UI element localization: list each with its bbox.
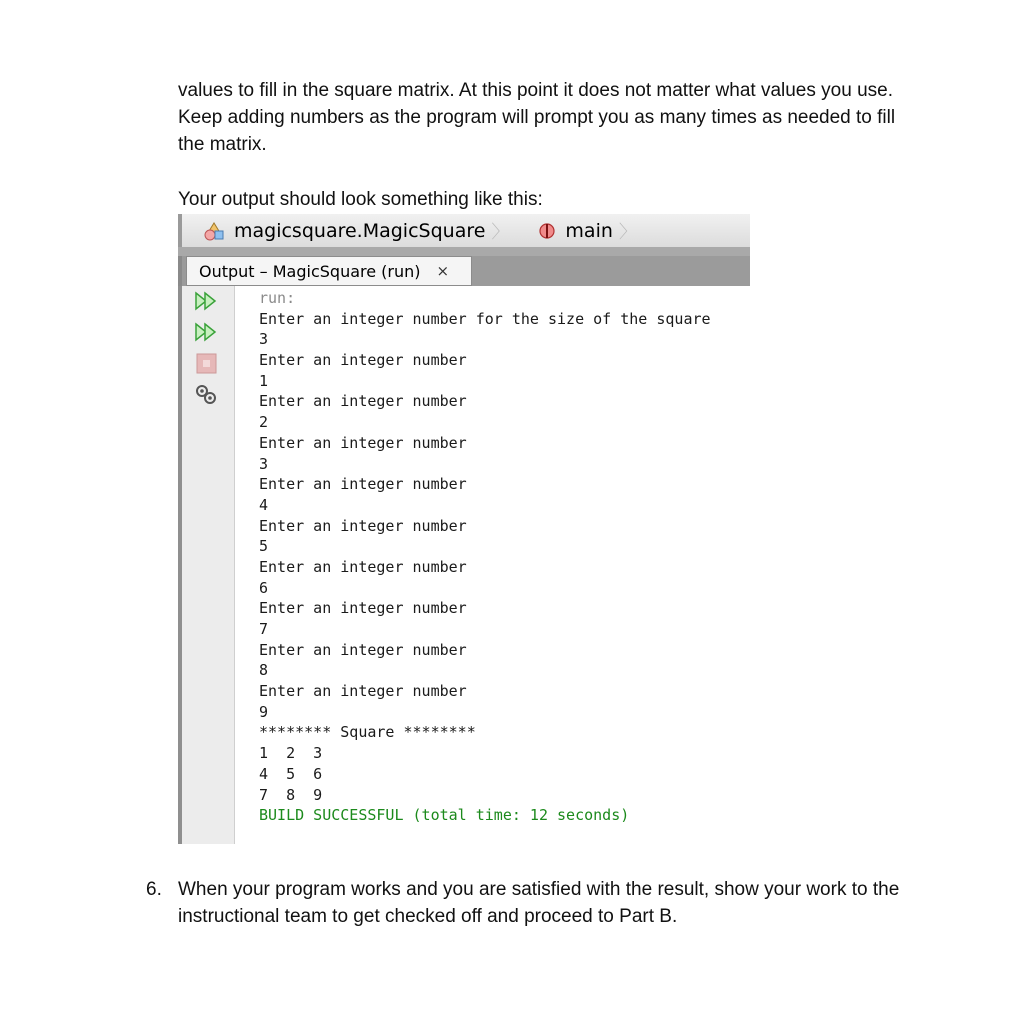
console-line: 4 5 6 xyxy=(259,764,323,783)
output-tab-label: Output – MagicSquare (run) xyxy=(199,261,421,281)
panel-divider xyxy=(178,247,750,256)
console-line: BUILD SUCCESSFUL (total time: 12 seconds) xyxy=(259,806,630,825)
console-line: 2 xyxy=(259,413,269,432)
stop-icon[interactable] xyxy=(194,353,218,375)
breadcrumb-class-label: magicsquare.MagicSquare xyxy=(234,219,486,242)
console-line: 1 2 3 xyxy=(259,744,323,763)
rerun-icon[interactable] xyxy=(194,290,218,312)
ide-screenshot xyxy=(178,214,750,844)
console-line: ******** Square ******** xyxy=(259,723,476,742)
step-text: When your program works and you are satisfied with the result, show your work to the instructional team to get checked off and proceed to Part B. xyxy=(178,879,900,927)
output-tab-bar xyxy=(178,256,750,286)
console-line: Enter an integer number xyxy=(259,599,467,618)
breadcrumb xyxy=(178,214,750,247)
rerun-with-options-icon[interactable] xyxy=(194,321,218,343)
console-line: 5 xyxy=(259,537,269,556)
console-line: 1 xyxy=(259,371,269,390)
breadcrumb-method-label: main xyxy=(565,219,613,242)
console-line: 6 xyxy=(259,578,269,597)
output-tab[interactable] xyxy=(186,256,472,286)
console-line: 4 xyxy=(259,495,269,514)
console-line: 3 xyxy=(259,330,269,349)
console-toolbar xyxy=(182,286,235,844)
close-icon[interactable]: × xyxy=(436,262,450,280)
method-icon xyxy=(537,220,557,242)
breadcrumb-item-method[interactable] xyxy=(537,218,636,244)
console-line: 8 xyxy=(259,661,269,680)
chevron-right-icon: 〉 xyxy=(618,221,637,243)
step-paragraph xyxy=(146,876,938,930)
console-line: 7 8 9 xyxy=(259,785,323,804)
intro-paragraph: values to fill in the square matrix. At this point it does not matter what values you use. Keep adding numbers as the program will prompt you as many times as needed to fill the matrix. xyxy=(178,80,896,155)
step-number: 6. xyxy=(146,879,162,900)
console-line: run: xyxy=(259,289,296,307)
console-line: Enter an integer number for the size of the square xyxy=(259,309,711,328)
class-icon xyxy=(202,220,226,242)
console-line: 9 xyxy=(259,702,269,721)
chevron-right-icon: 〉 xyxy=(491,221,510,243)
settings-icon[interactable] xyxy=(194,383,218,405)
console-line: Enter an integer number xyxy=(259,351,467,370)
output-intro-paragraph: Your output should look something like this: xyxy=(178,189,543,210)
console-line: Enter an integer number xyxy=(259,392,467,411)
console-line: 7 xyxy=(259,620,269,638)
console-line: Enter an integer number xyxy=(259,640,467,659)
breadcrumb-item-class[interactable] xyxy=(202,218,509,244)
console-line: 3 xyxy=(259,454,269,473)
console-output xyxy=(259,288,711,826)
output-console xyxy=(178,286,750,844)
console-line: Enter an integer number xyxy=(259,557,467,576)
console-line: Enter an integer number xyxy=(259,516,467,535)
console-line: Enter an integer number xyxy=(259,682,467,701)
console-line: Enter an integer number xyxy=(259,433,467,452)
console-line: Enter an integer number xyxy=(259,475,467,494)
